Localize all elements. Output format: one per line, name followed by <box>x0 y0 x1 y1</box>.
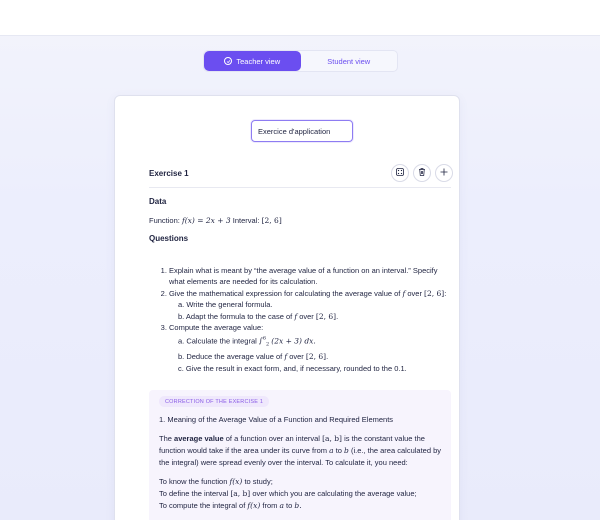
integrand: (2x + 3) dx. <box>271 336 316 345</box>
function-line <box>149 215 451 227</box>
check-circle-icon <box>224 57 232 65</box>
text-run: to <box>335 446 342 455</box>
correction-paragraph <box>159 433 443 469</box>
interval-value: [2, 6] <box>261 215 282 225</box>
question-3b-text: b. Deduce the average value of <box>178 352 283 361</box>
student-view-label: Student view <box>327 56 371 66</box>
top-bar <box>0 0 600 36</box>
exercise-set-title-value: Exercice d'application <box>258 126 331 136</box>
f-symbol: f <box>402 288 406 298</box>
interval-value: [2, 6] <box>424 288 445 298</box>
exercise-set-title-input[interactable] <box>251 120 353 142</box>
teacher-view-label: Teacher view <box>236 56 281 66</box>
var-a: a <box>279 501 284 510</box>
average-value-term: average value <box>174 434 224 443</box>
requirement-1 <box>159 476 443 488</box>
text-run: from <box>262 501 278 510</box>
teacher-view-button[interactable] <box>204 51 301 71</box>
integral-lower: 2 <box>266 341 270 348</box>
text-run: To know the function <box>159 477 228 486</box>
requirement-2 <box>159 488 443 500</box>
question-3a-text: a. Calculate the integral <box>178 336 257 345</box>
question-2b-text: b. Adapt the formula to the case of <box>178 311 293 321</box>
integral-upper: 6 <box>262 335 267 342</box>
questions-heading: Questions <box>149 234 189 243</box>
data-heading: Data <box>149 197 167 206</box>
interval-ab: [a, b] <box>322 434 342 443</box>
add-button[interactable] <box>435 164 453 182</box>
var-b: b. <box>294 501 302 510</box>
text-run: To define the interval <box>159 489 229 498</box>
question-2-over: over <box>407 288 422 298</box>
text-run: To compute the integral of <box>159 501 246 510</box>
question-2b: b. Adapt the formula to the case of f over [2, 6]. <box>178 311 339 321</box>
fx-expr: f(x) <box>247 501 261 510</box>
question-3 <box>169 322 451 374</box>
question-3a <box>169 334 451 352</box>
question-2-text: Give the mathematical expression for calculating the average value of <box>169 288 401 298</box>
f-symbol: f <box>284 352 288 361</box>
interval-value: [2, 6] <box>315 311 337 321</box>
delete-button[interactable] <box>413 164 431 182</box>
question-2: 2. Give the mathematical expression for calculating the average value of f over [2, 6]: a. Write the general formula. b. Adapt the formula to the case of f over [2, 6]. <box>169 288 451 323</box>
function-label: Function: <box>149 215 180 225</box>
var-b: b <box>344 446 349 455</box>
text-run: to study; <box>244 477 273 486</box>
question-3b: b. Deduce the average value of f over [2, 6]. <box>178 352 329 361</box>
requirement-3 <box>159 500 443 512</box>
randomize-button[interactable] <box>391 164 409 182</box>
exercise-card <box>114 95 460 520</box>
exercise-header <box>149 164 451 188</box>
text-run: over which you are calculating the average value; <box>252 489 417 498</box>
question-2b-over: over <box>299 311 314 321</box>
f-symbol: f <box>294 311 298 321</box>
question-2a: a. Write the general formula. <box>178 300 273 309</box>
text-run: to <box>286 501 293 510</box>
question-3c: c. Give the result in exact form, and, if necessary, rounded to the 0.1. <box>178 363 407 373</box>
interval-ab: [a, b] <box>230 489 251 498</box>
correction-body <box>159 414 443 512</box>
view-toggle <box>203 50 398 72</box>
question-3b-over: over <box>289 352 304 361</box>
question-3-text: Compute the average value: <box>169 323 264 332</box>
interval-label: Interval: <box>232 215 260 225</box>
text-run: is the constant value the function would take if the area under its curve from <box>159 434 425 455</box>
text-run: of a function over an interval <box>225 434 320 443</box>
function-expression: f(x) = 2x + 3 <box>181 215 231 225</box>
exercise-title: Exercise 1 <box>149 169 189 178</box>
var-a: a <box>329 446 334 455</box>
correction-badge: CORRECTION OF THE EXERCISE 1 <box>159 396 269 407</box>
text-run: The <box>159 434 172 443</box>
dice-icon <box>395 164 405 182</box>
question-1: 1. Explain what is meant by “the average value of a function on an interval.” Specify what elements are needed for its calculation. <box>169 265 451 288</box>
integral-sign: ∫$^6_2$ <box>258 335 270 348</box>
exercise-content <box>149 196 451 374</box>
questions-list <box>159 265 451 375</box>
text-run: (i.e., the area calculated by the integral) were spread evenly over the interval. To calculate it, you need: <box>159 446 442 467</box>
correction-section-1: 1. Meaning of the Average Value of a Function and Required Elements <box>159 415 394 424</box>
student-view-button[interactable] <box>301 51 398 71</box>
interval-value: [2, 6] <box>305 352 327 361</box>
trash-icon <box>417 164 427 182</box>
correction-panel <box>149 390 451 520</box>
plus-icon <box>439 164 449 182</box>
fx-expr: f(x) <box>229 477 243 486</box>
